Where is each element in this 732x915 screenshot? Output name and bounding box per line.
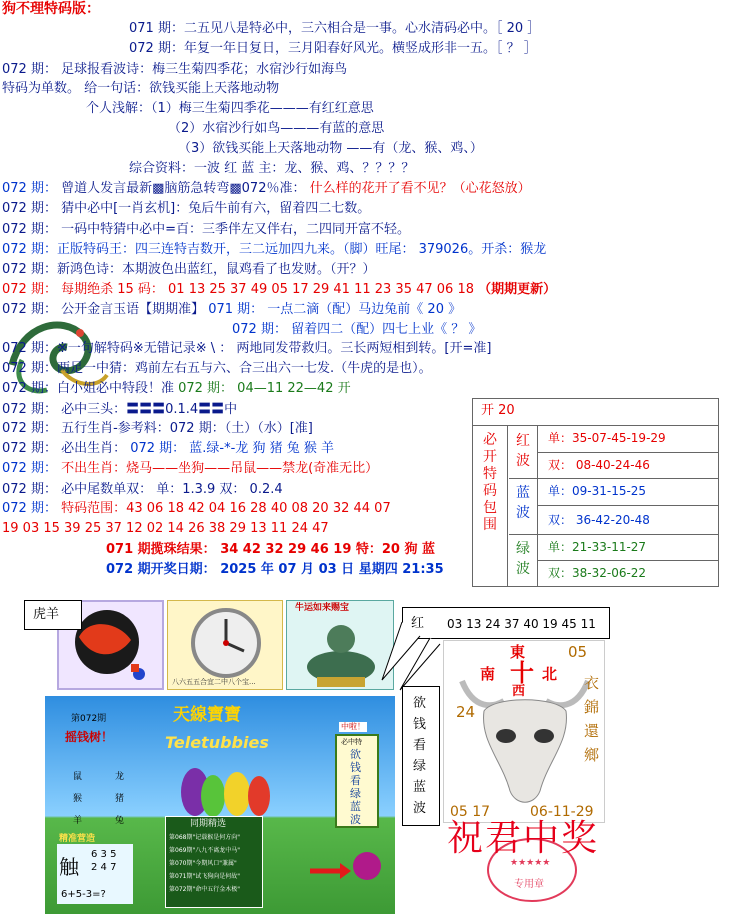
green-single: 单：21-33-11-27	[538, 535, 718, 561]
bull-south: 南	[480, 665, 496, 683]
tele-tag: 精准营造	[59, 834, 96, 844]
five-elements: 072 期： 五行生肖-参考料：072 期：（土）（水）[准]	[2, 421, 313, 436]
kill-15-codes	[2, 281, 556, 299]
draw-date-072: 072 期开奖日期： 2025 年 07 月 03 日 星期四 21:35	[106, 562, 444, 577]
green-wave-label: 绿 波	[509, 535, 538, 586]
three-heads: 072 期： 必中三头：〓〓〓0.1.4〓〓中	[2, 402, 238, 417]
no-zodiac-value: 不出生肖：烧马——坐狗——吊鼠——禁龙(奇准无比）	[61, 461, 379, 476]
tele-zhongla: 中啦！	[341, 722, 365, 731]
one-code-guess: 072 期： 一码中特猜中必中=百：三季伴左又伴右，二四同开富不轻。	[2, 222, 410, 237]
color-table-header: 开 20	[473, 399, 718, 426]
tele-money-top: 必中特	[341, 738, 362, 746]
callout-huyang-text: 虎羊	[33, 607, 60, 622]
green-double: 双：38-32-06-22	[548, 566, 647, 580]
clock-caption: 八六五五合宜二中八个宝...	[172, 678, 256, 686]
tele-history-title: 同期精选	[190, 819, 227, 829]
golden-words-072: 072 期： 留着四二（配）四七上业《 ？ 》	[232, 322, 482, 337]
color-poem: 072 期：新鸿色诗：本期波色出蓝红，鼠鸡看了也发财。（开？）	[2, 262, 376, 277]
code-range	[2, 500, 391, 518]
bull-05: 05	[568, 643, 588, 661]
riddle-071: 071 期：二五见八是特必中，三六相合是一事。心水清码必中。［ 20 ］	[129, 21, 541, 36]
guess-zodiac: 072 期： 猜中必中[一肖玄机]：兔后牛前有六，留着四二七数。	[2, 201, 371, 216]
tele-animals-left: 鼠 猴 羊	[73, 772, 83, 826]
miss-bai-text: 072 期：白小姐必中特段！准	[2, 381, 174, 396]
callout-huyang	[24, 600, 82, 630]
tele-money-text: 欲 钱 看 绿 蓝 波	[350, 748, 361, 826]
image-clock	[167, 600, 283, 690]
buddha-title: 牛运如来赐宝	[295, 603, 350, 613]
callout-numbers-text: 03 13 24 37 40 19 45 11	[447, 617, 596, 631]
special-code-king	[2, 241, 546, 259]
image-buddha	[286, 600, 394, 690]
red-double: 双： 08-40-24-46	[538, 453, 718, 479]
red-wave-label: 红 波	[509, 426, 538, 479]
bull-west: 西	[512, 684, 526, 699]
code-range-values-2: 19 03 15 39 25 37 12 02 14 26 38 29 13 11 24 47	[2, 521, 329, 536]
red-single: 单：35-07-45-19-29	[538, 426, 718, 453]
summary: 综合资料：一波 红 蓝 主：龙、猴、鸡、？？？？	[129, 161, 415, 176]
golden-words-text: 072 期： 公开金言玉语【期期准】	[2, 302, 205, 317]
miss-bai-range: 072 期： 04—11 22—42 开	[178, 381, 351, 396]
tele-issue: 第072期	[71, 714, 107, 724]
wish-text: 祝君中奖	[447, 818, 600, 859]
two-feet-guess: 072 期：两足一中猜：鸡前左右五与六、合三出六一七发.（牛虎的是也）。	[2, 361, 432, 376]
tele-formula: 6+5-3=?	[61, 889, 106, 900]
bull-side: 衣 錦 還 鄉	[584, 674, 600, 764]
special-code-king-tail: 379026。开杀：猴龙	[418, 242, 547, 257]
tele-touch: 触	[59, 855, 79, 879]
football-poem: 072 期： 足球报看波诗：梅三生菊四季花；水宿沙行如海鸟	[2, 62, 348, 77]
special-code-king-text: 072 期：正版特码王：四三连特吉数开，三二远加四九来。（脚）旺尾：	[2, 242, 415, 257]
blue-wave-label: 蓝 波	[509, 479, 538, 535]
bull-bottom-right: 06-11-29	[530, 804, 594, 820]
seal-text: 专用章	[514, 879, 544, 890]
blue-single: 单：09-31-15-25	[538, 479, 718, 506]
image-teletubbies	[45, 696, 395, 914]
blue-double: 双： 36-42-20-48	[538, 506, 718, 535]
result-071: 071 期揽珠结果： 34 42 32 29 46 19 特：20 狗 蓝	[106, 542, 436, 557]
brain-teaser	[2, 180, 531, 198]
bull-east: 東	[510, 643, 526, 661]
tele-history-box	[165, 816, 263, 908]
must-zodiac	[2, 440, 334, 458]
tele-history: 第068期"记载猴是何方向" 第069期"八九不离龙中马" 第070期"今期风口"兼属" 第071期"试飞狗向是何故" 第072期"命中五行金木极"	[169, 834, 240, 893]
miss-bai-section	[2, 380, 351, 398]
personal-note-3: （3）欲钱买能上天落地动物 ——有（龙、猴、鸡、）	[178, 141, 483, 156]
golden-words-071: 071 期： 一点二滴（配）马边兔前《 20 》	[208, 302, 462, 317]
kill-15-codes-text: 072 期： 每期绝杀 15 码： 01 13 25 37 49 05 17 29 41 11 23 35 47 06 18	[2, 282, 474, 297]
no-zodiac-label: 072 期：	[2, 461, 57, 476]
must-zodiac-value: 072 期： 蓝.绿-*-龙 狗 猪 兔 猴 羊	[130, 441, 334, 456]
must-zodiac-label: 072 期： 必出生肖：	[2, 441, 127, 456]
brain-teaser-answer: 什么样的花开了看不见？（心花怒放）	[309, 181, 531, 196]
riddle-072: 072 期：年复一年日复日，三月阳春好风光。横竖成形非一五。［ ？ ］	[129, 41, 537, 56]
no-zodiac	[2, 460, 378, 478]
personal-note-1: 个人浅解：（1）梅三生菊四季花———有红红意思	[86, 101, 374, 116]
callout-money-wave	[402, 686, 440, 826]
color-wave-table	[472, 398, 719, 587]
page-title: 狗不理特码版：	[2, 1, 100, 17]
tele-touch-box	[57, 844, 133, 904]
code-range-label: 072 期：	[2, 501, 57, 516]
tele-title: 天線寶寶	[173, 705, 241, 725]
bull-ten: 十	[510, 659, 534, 687]
brain-teaser-text: 曾道人发言最新▩脑筋急转弯▩072％准：	[61, 181, 306, 196]
one-line-special: 072 期：※一句解特码※无错记录※ \ ： 两地同发带救归。三长两短相到转。[开=准]	[2, 341, 492, 356]
golden-words	[2, 301, 461, 319]
single-number-hint: 特码为单数。 给一句话：欲钱买能上天落地动物	[2, 81, 280, 96]
tele-logo: Teletubbies	[165, 733, 269, 752]
color-table-side: 必 开 特 码 包 围	[473, 426, 508, 586]
callout-money-text: 欲 钱 看 绿 蓝 波	[413, 696, 427, 816]
personal-note-2: （2）水宿沙行如鸟———有蓝的意思	[168, 121, 385, 136]
image-bull-skull	[443, 640, 605, 823]
tele-tree: 摇钱树！	[65, 730, 114, 744]
kill-15-codes-tag: （期期更新）	[478, 282, 557, 297]
bull-bottom-left: 05 17	[450, 804, 491, 820]
bull-north: 北	[542, 665, 558, 683]
issue-label: 072 期：	[2, 181, 57, 196]
code-range-values: 特码范围：43 06 18 42 04 16 28 40 08 20 32 44 07	[61, 501, 391, 516]
callout-red-text: 红	[411, 616, 425, 631]
tele-nums: 6 3 5 2 4 7	[91, 849, 117, 873]
svg-text:★★★★★: ★★★★★	[510, 858, 551, 868]
tele-horse-icon	[305, 836, 385, 896]
bull-24: 24	[456, 703, 476, 721]
tele-money-box	[335, 734, 379, 828]
tail-numbers: 072 期： 必中尾数单双： 单：1.3.9 双： 0.2.4	[2, 482, 283, 497]
tele-animals-right: 龙 猪 兔	[115, 772, 125, 826]
